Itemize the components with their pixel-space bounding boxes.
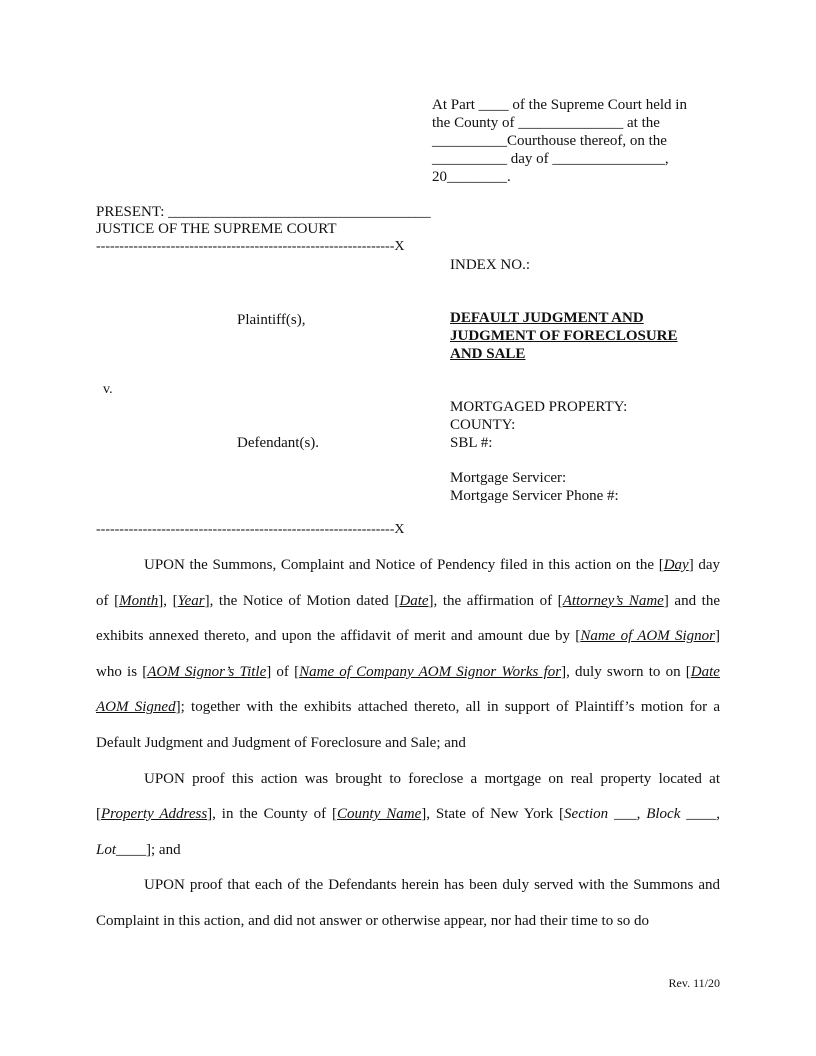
revision-footer: Rev. 11/20 — [668, 976, 720, 990]
placeholder-county-name: County Name — [337, 806, 422, 823]
index-number: INDEX NO.: — [450, 257, 530, 273]
placeholder-day: Day — [663, 557, 689, 573]
servicer-phone-label: Mortgage Servicer Phone #: — [450, 488, 619, 504]
versus-label: v. — [103, 382, 113, 397]
paragraph-3: UPON proof that each of the Defendants herein has been duly served with the Summons and Complaint in this action, and did not answer or otherwise appear, nor had their time to so do — [96, 877, 720, 929]
placeholder-month: Month — [119, 592, 159, 609]
header-line: __________Courthouse thereof, on the — [432, 133, 667, 149]
placeholder-property-address: Property Address — [101, 806, 208, 823]
caption-separator-top: ----------------------------------------------------------------X — [96, 239, 405, 254]
placeholder-aom-company: Name of Company AOM Signor Works for — [299, 663, 562, 680]
plaintiff-label: Plaintiff(s), — [237, 312, 306, 328]
servicer-label: Mortgage Servicer: — [450, 470, 567, 486]
title-line: DEFAULT JUDGMENT AND — [450, 310, 644, 326]
header-line: __________ day of _______________, — [432, 151, 669, 167]
defendant-label: Defendant(s). — [237, 435, 320, 451]
caption-separator-bottom: ----------------------------------------------------------------X — [96, 522, 405, 537]
county-label: COUNTY: — [450, 417, 516, 433]
justice-line: JUSTICE OF THE SUPREME COURT — [96, 221, 337, 237]
sbl-label: SBL #: — [450, 435, 493, 451]
title-line: JUDGMENT OF FORECLOSURE — [450, 328, 678, 344]
title-line: AND SALE — [450, 346, 526, 362]
placeholder-date: Date — [399, 592, 429, 609]
header-line: the County of ______________ at the — [432, 115, 660, 131]
placeholder-year: Year — [177, 592, 205, 609]
document-title — [450, 309, 720, 363]
placeholder-aom-date: Date AOM Signed — [96, 663, 720, 716]
paragraph-2: UPON proof this action was brought to foreclose a mortgage on real property located at [Property Address], in the County of [County Name], State of New York [Section ___, Block ____, Lot____]; and — [96, 770, 720, 858]
placeholder-section-block-lot: Section ___, Block ____, Lot — [96, 806, 720, 858]
header-line: 20________. — [432, 169, 511, 185]
body-text — [96, 548, 720, 940]
paragraph-1: UPON the Summons, Complaint and Notice of Pendency filed in this action on the [Day] day of [Month], [Year], the Notice of Motion dated [Date], the affirmation of [Attorney’s Name] and the exhibits annexed thereto, and upon the affidavit of merit and amount due by [Name of AOM Signor] who is [AOM Signor’s Title] of [Name of Company AOM Signor Works for], duly sworn to on [Date AOM Signed]; together with the exhibits attached thereto, all in support of Plaintiff’s motion for a Default Judgment and Judgment of Foreclosure and Sale; and — [96, 557, 720, 751]
mortgaged-property-label: MORTGAGED PROPERTY: — [450, 399, 628, 415]
placeholder-aom-title: AOM Signor’s Title — [147, 663, 267, 680]
court-header — [432, 96, 722, 186]
placeholder-attorney: Attorney’s Name — [562, 592, 664, 609]
header-line: At Part ____ of the Supreme Court held in — [432, 97, 687, 113]
placeholder-aom-name: Name of AOM Signor — [580, 628, 715, 645]
present-line: PRESENT: ___________________________________ — [96, 204, 431, 220]
